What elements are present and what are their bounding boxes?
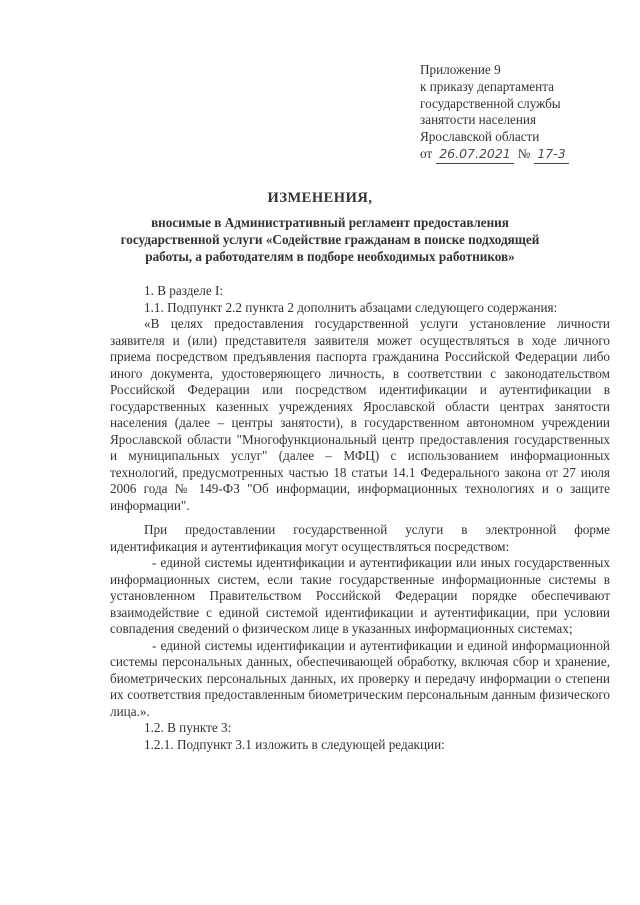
document-title: ИЗМЕНЕНИЯ, — [267, 190, 373, 206]
paragraph: При предоставлении государственной услуги в электронной форме идентификация и аутентификация могут осуществляться посредством: — [110, 522, 610, 554]
paragraph: 1.2.1. Подпункт 3.1 изложить в следующей редакции: — [144, 736, 445, 752]
appendix-line: Ярославской области — [420, 129, 540, 145]
paragraph: 1.1. Подпункт 2.2 пункта 2 дополнить абзацами следующего содержания: — [144, 299, 558, 315]
document-body — [110, 283, 610, 753]
date-prefix: от — [420, 145, 433, 161]
order-date-number — [420, 146, 569, 164]
list-item: - единой системы идентификации и аутентификации или иных государственных информационных систем, если такие государственные информационные системы в установленном Правительством Российской Федерации порядке обеспечивают взаимодействие с единой системой идентификации и аутентификации, при условии совпадения сведений о физическом лице в указанных информационных системах; — [110, 555, 610, 636]
paragraph: 1.2. В пункте 3: — [144, 720, 232, 735]
appendix-line: занятости населения — [420, 112, 537, 128]
appendix-header — [420, 62, 569, 164]
quoted-block — [110, 316, 610, 720]
number-sign: № — [517, 145, 531, 161]
list-item: - единой системы идентификации и аутентификации и единой информационной системы персональных данных, обеспечивающей обработку, включая сбор и хранение, биометрических персональных данных, их проверку и передачу информации о степени их соответствия предоставленным биометрическим персональным данным физического лица.». — [110, 637, 610, 719]
appendix-line: к приказу департамента — [420, 78, 554, 94]
paragraph: «В целях предоставления государственной услуги установление личности заявителя и (или) представителя заявителя может осуществляться в ходе личного приема посредством предъявления паспорта гражданина Российской Федерации либо иного документа, удостоверяющего личность, в соответствии с законодательством Российской Федерации или посредством идентификации и аутентификации в государственных казенных учреждениях Ярославской области центрах занятости населения (далее – центры занятости), в государственном автономном учреждении Ярославской области "Многофункциональный центр предоставления государственных и муниципальных услуг" (далее – МФЦ) с использованием информационных технологий, предусмотренных частью 18 статьи 14.1 Федерального закона от 27 июля 2006 года № 149-ФЗ "Об информации, информационных технологиях и о защите информации". — [110, 316, 610, 513]
order-number: 17-3 — [534, 146, 568, 164]
order-date: 26.07.2021 — [436, 146, 514, 164]
document-subtitle: вносимые в Административный регламент предоставления государственной услуги «Содействие гражданам в поиске подходящей работы, а работодателям в подборе необходимых работников» — [120, 215, 540, 264]
section-heading: 1. В разделе I: — [144, 283, 224, 298]
appendix-line: Приложение 9 — [420, 62, 501, 77]
appendix-line: государственной службы — [420, 95, 561, 111]
